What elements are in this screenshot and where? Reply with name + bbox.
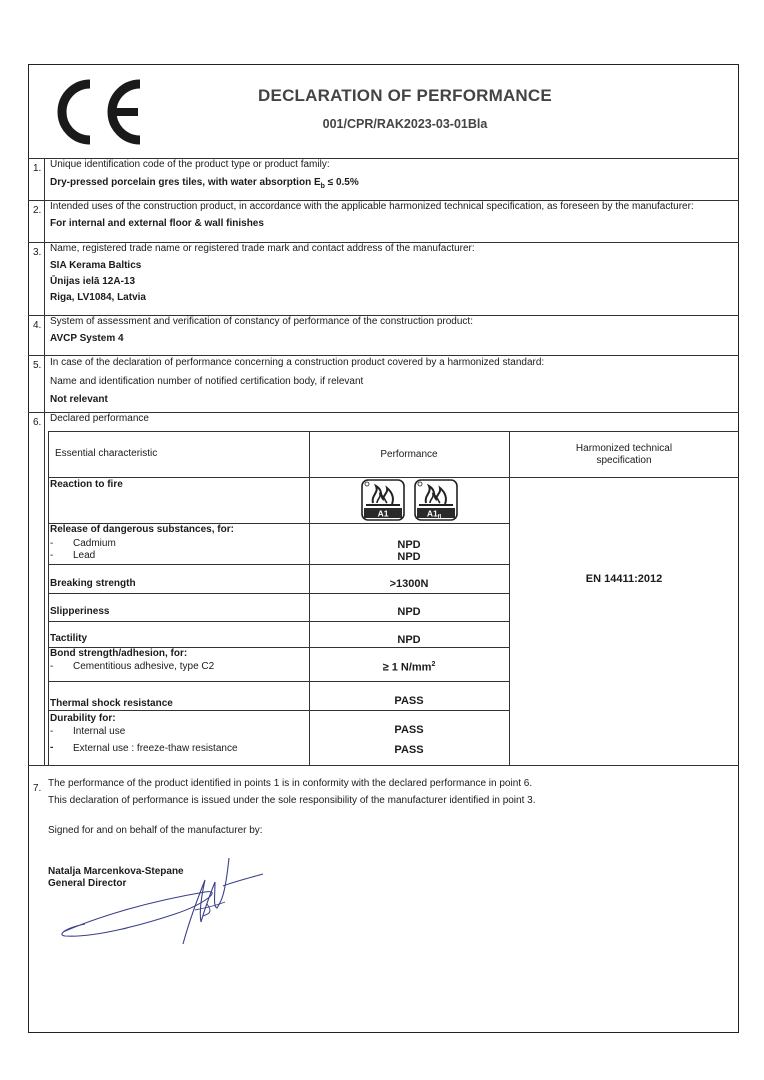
section-number: 5. <box>33 360 42 371</box>
row-label-dangerous-substances: Release of dangerous substances, for: <box>50 524 234 535</box>
section-5-label: In case of the declaration of performance concerning a construction product covered by a harmonized standard: <box>50 357 545 368</box>
signatory-role: General Director <box>48 878 127 889</box>
section-6-label: Declared performance <box>50 413 149 424</box>
section-1-value: Dry-pressed porcelain gres tiles, with water absorption $E_b \le 0.5\%$ <box>50 177 359 190</box>
value-internal-use: PASS <box>394 724 424 736</box>
table-border <box>48 431 739 432</box>
section-4-value: AVCP System 4 <box>50 333 124 344</box>
fire-class-a1fl-icon <box>414 479 458 521</box>
signed-for-text: Signed for and on behalf of the manufacturer by: <box>48 825 263 836</box>
divider <box>28 355 739 356</box>
header-performance: Performance <box>380 449 438 460</box>
row-label-breaking-strength: Breaking strength <box>50 578 136 589</box>
value-tactility: NPD <box>397 634 421 646</box>
value-bond-strength: ≥ 1 $N/mm^2$ <box>382 661 436 674</box>
fire-class-a1-icon <box>361 479 405 521</box>
item-cementitious-adhesive: Cementitious adhesive, type C2 <box>73 661 215 672</box>
section-4-label: System of assessment and verification of constancy of performance of the construction product: <box>50 316 473 327</box>
section-number: 2. <box>33 205 42 216</box>
list-dash: - <box>50 550 54 561</box>
table-border <box>48 477 739 478</box>
table-border <box>48 621 509 622</box>
section-2-label: Intended uses of the construction product, in accordance with the applicable harmonized technical specification, as foreseen by the manufacturer: <box>50 201 694 212</box>
table-border <box>309 431 310 765</box>
table-border <box>509 431 510 765</box>
value-thermal-shock: PASS <box>394 695 424 707</box>
ce-mark-icon <box>48 76 148 148</box>
row-label-reaction-to-fire: Reaction to fire <box>50 479 123 490</box>
list-dash: - <box>50 742 54 753</box>
manufacturer-city: Riga, LV1084, Latvia <box>50 292 146 303</box>
number-column-divider <box>44 158 45 765</box>
section-5-value: Not relevant <box>50 394 108 405</box>
conformity-statement: The performance of the product identified in points 1 is in conformity with the declared performance in point 6. <box>48 778 533 789</box>
value-breaking-strength: >1300N <box>389 578 429 590</box>
item-external-use: External use : freeze-thaw resistance <box>73 743 238 754</box>
document-title: DECLARATION OF PERFORMANCE <box>258 86 552 105</box>
document-reference: 001/CPR/RAK2023-03-01Bla <box>322 117 488 131</box>
signatory-name: Natalja Marcenkova-Stepane <box>48 866 184 877</box>
list-dash: - <box>50 661 54 672</box>
row-label-durability: Durability for: <box>50 713 116 724</box>
section-number: 4. <box>33 320 42 331</box>
value-cadmium: NPD <box>397 539 421 551</box>
svg-text:A1fl: A1fl <box>426 508 442 520</box>
divider <box>28 765 739 766</box>
section-number: 7. <box>33 783 42 794</box>
item-cadmium: Cadmium <box>73 538 116 549</box>
row-label-bond-strength: Bond strength/adhesion, for: <box>50 648 188 659</box>
harmonized-spec-value: EN 14411:2012 <box>585 573 663 585</box>
table-border <box>48 593 509 594</box>
header-essential-characteristic: Essential characteristic <box>55 448 158 459</box>
signature-icon <box>55 852 270 950</box>
table-border <box>48 710 509 711</box>
section-2-value: For internal and external floor & wall finishes <box>50 218 264 229</box>
value-slipperiness: NPD <box>397 606 421 618</box>
value-lead: NPD <box>397 551 421 563</box>
section-1-label: Unique identification code of the product type or product family: <box>50 159 330 170</box>
table-border <box>48 564 509 565</box>
section-number: 3. <box>33 247 42 258</box>
manufacturer-name: SIA Kerama Baltics <box>50 260 142 271</box>
section-number: 1. <box>33 163 42 174</box>
item-internal-use: Internal use <box>73 726 126 737</box>
section-3-label: Name, registered trade name or registered trade mark and contact address of the manufacturer: <box>50 243 475 254</box>
manufacturer-street: Ūnijas ielā 12A-13 <box>50 276 136 287</box>
header-harmonized-spec: Harmonized technical specification <box>575 443 673 466</box>
list-dash: - <box>50 726 54 737</box>
row-label-thermal-shock: Thermal shock resistance <box>50 698 173 709</box>
list-dash: - <box>50 538 54 549</box>
svg-text:A1: A1 <box>377 508 389 519</box>
value-external-use: PASS <box>394 744 424 756</box>
table-border <box>48 681 509 682</box>
item-lead: Lead <box>73 550 96 561</box>
section-number: 6. <box>33 417 42 428</box>
row-label-slipperiness: Slipperiness <box>50 606 110 617</box>
table-border <box>48 431 49 765</box>
row-label-tactility: Tactility <box>50 633 88 644</box>
section-5-label-2: Name and identification number of notified certification body, if relevant <box>50 376 364 387</box>
responsibility-statement: This declaration of performance is issued under the sole responsibility of the manufacturer identified in point 3. <box>48 795 536 806</box>
